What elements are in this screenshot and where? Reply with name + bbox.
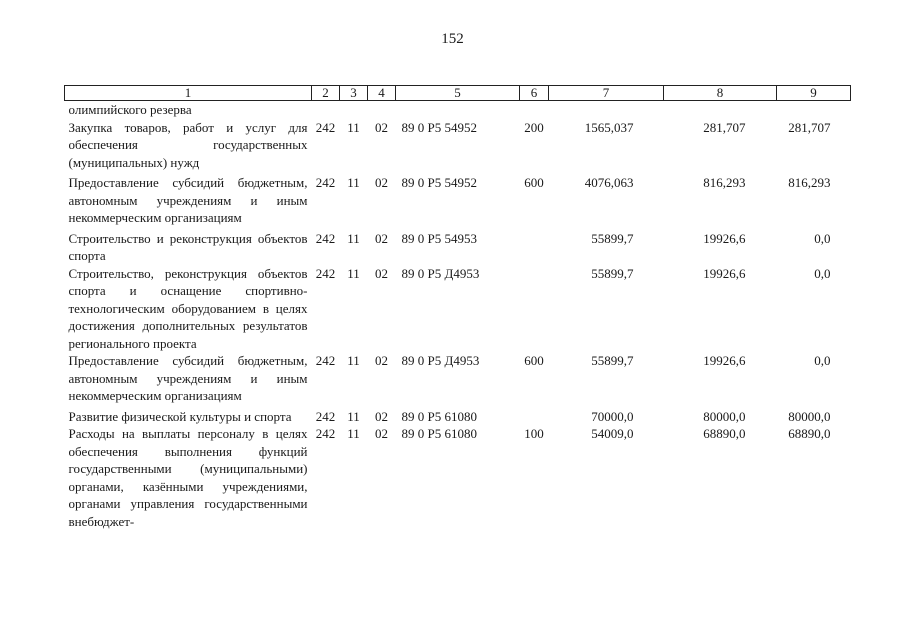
grbs-cell: 242 [315,353,336,368]
subsection-cell: 02 [375,175,388,190]
amount-col9-cell: 0,0 [814,353,831,368]
row-name: олимпийского резерва [68,102,192,117]
expense-type-cell: 100 [524,426,544,441]
grbs-cell: 242 [315,265,336,281]
row-name: Закупка товаров, работ и услуг для обеспечения государственных (муниципальных) нужд [68,119,308,170]
header-cell: 9 [777,86,851,101]
subsection-cell: 02 [375,353,388,368]
grbs-cell: 242 [315,119,336,135]
subsection-cell: 02 [375,426,388,441]
subsection-cell [368,101,396,119]
target-article-cell: 89 0 Р5 54953 [401,230,477,246]
amount-col7-cell: 54009,0 [591,426,634,441]
grbs-cell: 242 [315,426,336,441]
target-article-cell: 89 0 Р5 54952 [401,175,477,190]
amount-col9-cell: 68890,0 [788,426,831,441]
row-name: Расходы на выплаты персоналу в целях обеспечения выполнения функций государственными (муниципальными) органами, казёнными учреждениями, органами управления государственными внебюджет- [68,426,308,529]
target-article-cell: 89 0 Р5 54952 [401,119,477,135]
amount-col7-cell: 1565,037 [584,119,634,135]
grbs-cell: 242 [315,408,336,424]
row-name: Предоставление субсидий бюджетным, автономным учреждениям и иным некоммерческим организациям [68,175,308,225]
amount-col8-cell: 68890,0 [703,426,746,441]
section-cell: 11 [347,230,360,246]
header-cell: 4 [368,86,396,101]
expense-type-cell [520,265,549,353]
section-cell: 11 [347,408,360,424]
table-row [65,405,851,426]
header-cell: 1 [65,86,312,101]
table-row [65,227,851,265]
header-cell: 7 [549,86,664,101]
expense-type-cell: 200 [524,119,544,135]
grbs-cell: 242 [315,175,336,190]
section-cell: 11 [347,119,360,135]
section-cell: 11 [347,353,360,368]
amount-col8-cell: 19926,6 [703,265,746,281]
target-article-cell: 89 0 Р5 61080 [401,408,477,424]
expense-type-cell [520,227,549,265]
row-name: Развитие физической культуры и спорта [68,408,292,424]
amount-col7-cell: 55899,7 [591,265,634,281]
page-number: 152 [441,31,464,47]
table-row [65,425,851,530]
amount-col7-cell: 55899,7 [591,353,634,368]
amount-col7-cell: 4076,063 [584,175,634,190]
target-article-cell: 89 0 Р5 Д4953 [401,353,480,368]
expense-type-cell: 600 [524,353,544,368]
table-row [65,171,851,227]
amount-col8-cell [664,101,777,119]
amount-col9-cell: 281,707 [788,119,831,135]
expense-type-cell [520,405,549,426]
row-name: Предоставление субсидий бюджетным, автономным учреждениям и иным некоммерческим организациям [68,353,308,403]
amount-col8-cell: 80000,0 [703,408,746,424]
header-cell: 5 [396,86,520,101]
section-cell [340,101,368,119]
target-article-cell: 89 0 Р5 61080 [401,426,477,441]
target-article-cell [396,101,520,119]
target-article-cell: 89 0 Р5 Д4953 [401,265,480,281]
subsection-cell: 02 [375,265,388,281]
header-row [65,86,851,101]
amount-col7-cell: 70000,0 [591,408,634,424]
amount-col8-cell: 19926,6 [703,353,746,368]
amount-col8-cell: 19926,6 [703,230,746,246]
table-row [65,101,851,119]
grbs-cell: 242 [315,230,336,246]
budget-table [64,85,851,530]
section-cell: 11 [347,426,360,441]
subsection-cell: 02 [375,408,388,424]
expense-type-cell: 600 [524,175,544,190]
subsection-cell: 02 [375,230,388,246]
header-cell: 6 [520,86,549,101]
header-cell: 2 [312,86,340,101]
amount-col9-cell: 816,293 [788,175,831,190]
header-cell: 8 [664,86,777,101]
header-cell: 3 [340,86,368,101]
subsection-cell: 02 [375,119,388,135]
expense-type-cell [520,101,549,119]
section-cell: 11 [347,175,360,190]
table-row [65,265,851,353]
row-name: Строительство и реконструкция объектов спорта [68,230,308,263]
table-row [65,119,851,172]
amount-col7-cell [549,101,664,119]
amount-col8-cell: 816,293 [703,175,746,190]
table-row [65,352,851,405]
grbs-cell [312,101,340,119]
row-name: Строительство, реконструкция объектов спорта и оснащение спортивно-технологическим оборудованием в целях достижения дополнительных результатов регионального проекта [68,265,308,351]
amount-col9-cell: 0,0 [814,265,831,281]
amount-col9-cell: 0,0 [814,230,831,246]
amount-col7-cell: 55899,7 [591,230,634,246]
amount-col9-cell: 80000,0 [788,408,831,424]
amount-col9-cell [777,101,851,119]
amount-col8-cell: 281,707 [703,119,746,135]
section-cell: 11 [347,265,360,281]
